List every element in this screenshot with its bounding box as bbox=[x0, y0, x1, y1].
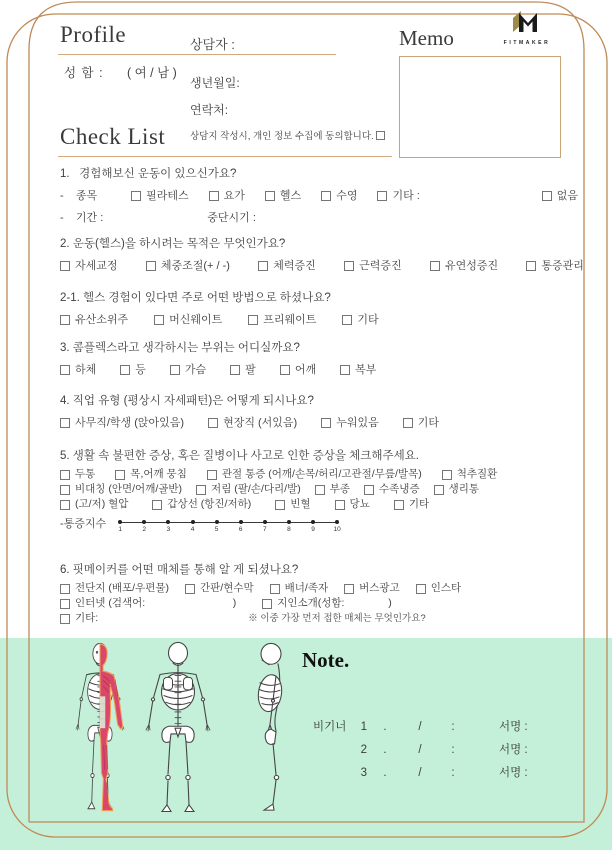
form-option bbox=[248, 309, 316, 331]
option-checkbox[interactable] bbox=[185, 584, 195, 594]
question-title: 1. 경험해보신 운동이 있으신가요? bbox=[60, 168, 237, 180]
option-label: 목,어깨 뭉침 bbox=[130, 468, 187, 480]
pain-scale-point[interactable] bbox=[263, 520, 267, 524]
profile-title: Profile bbox=[60, 22, 127, 47]
signature-date-slash: / bbox=[418, 744, 422, 756]
option-checkbox[interactable] bbox=[416, 584, 426, 594]
fitmaker-m-icon bbox=[507, 8, 547, 34]
option-checkbox[interactable] bbox=[196, 485, 206, 495]
question-title: 2. 운동(헬스)을 하시려는 목적은 무엇인가요? bbox=[60, 238, 286, 250]
option-checkbox[interactable] bbox=[131, 191, 141, 201]
anatomy-side-figure bbox=[252, 642, 296, 822]
option-label: 저림 (팔/손/다리/발) bbox=[211, 483, 301, 495]
option-label: 유산소위주 bbox=[75, 314, 129, 326]
privacy-consent-text: 상담지 작성시, 개인 정보 수집에 동의합니다. bbox=[190, 128, 385, 142]
form-option bbox=[265, 185, 301, 207]
question-2 bbox=[60, 287, 584, 331]
option-label: 중단시기 : bbox=[207, 212, 256, 224]
question-title: 4. 직업 유형 (평상시 자세패턴)은 어떻게 되시나요? bbox=[60, 395, 314, 407]
option-checkbox[interactable] bbox=[434, 485, 444, 495]
form-option bbox=[185, 581, 254, 596]
form-option bbox=[152, 497, 251, 512]
option-label: 근력증진 bbox=[359, 260, 402, 272]
form-option bbox=[60, 611, 98, 626]
option-label: 자세교정 bbox=[75, 260, 118, 272]
option-checkbox[interactable] bbox=[258, 261, 268, 271]
option-checkbox[interactable] bbox=[120, 365, 130, 375]
form-option bbox=[321, 185, 357, 207]
form-option bbox=[262, 596, 392, 611]
option-row bbox=[60, 467, 584, 482]
pain-scale bbox=[60, 515, 584, 551]
form-option bbox=[344, 255, 402, 277]
gender-options-label: ( 여 / 남 ) bbox=[127, 66, 177, 80]
signature-date-dot: . bbox=[383, 744, 387, 756]
pain-scale-point[interactable] bbox=[191, 520, 195, 524]
form-option bbox=[60, 467, 95, 482]
pain-scale-tick-label: 5 bbox=[214, 526, 219, 533]
option-row bbox=[60, 185, 584, 207]
option-checkbox[interactable] bbox=[526, 261, 536, 271]
option-checkbox[interactable] bbox=[321, 418, 331, 428]
option-checkbox[interactable] bbox=[364, 485, 374, 495]
option-checkbox[interactable] bbox=[340, 365, 350, 375]
form-option bbox=[60, 359, 96, 381]
pain-scale-point[interactable] bbox=[335, 520, 339, 524]
form-option bbox=[342, 309, 378, 331]
option-checkbox[interactable] bbox=[275, 500, 285, 510]
option-label: 기타: bbox=[75, 612, 99, 624]
profile-underline bbox=[58, 54, 336, 55]
form-option bbox=[275, 497, 310, 512]
option-checkbox[interactable] bbox=[60, 485, 70, 495]
question-4 bbox=[60, 390, 584, 434]
signature-row-number: 2 bbox=[360, 744, 367, 756]
option-checkbox[interactable] bbox=[208, 418, 218, 428]
option-label: 체력증진 bbox=[273, 260, 316, 272]
option-row bbox=[60, 482, 584, 497]
option-label: 누워있음 bbox=[336, 417, 379, 429]
option-label: 관절 통증 (어깨/손목/허리/고관절/무릎/발목) bbox=[221, 468, 422, 480]
option-label: 비대칭 (안면/어깨/골반) bbox=[75, 483, 183, 495]
pain-scale-point[interactable] bbox=[118, 520, 122, 524]
signature-row-number: 1 bbox=[360, 721, 367, 733]
option-checkbox[interactable] bbox=[342, 315, 352, 325]
signature-row-prefix bbox=[313, 739, 353, 762]
option-checkbox[interactable] bbox=[265, 191, 275, 201]
option-label: 기타 : bbox=[392, 190, 420, 202]
signature-time-colon: : bbox=[451, 744, 455, 756]
option-checkbox[interactable] bbox=[115, 470, 125, 480]
form-option bbox=[60, 581, 169, 596]
signature-label: 서명 : bbox=[499, 721, 528, 733]
form-option bbox=[131, 185, 189, 207]
pain-scale-point[interactable] bbox=[142, 520, 146, 524]
option-checkbox[interactable] bbox=[60, 614, 70, 624]
option-row bbox=[60, 207, 584, 229]
option-checkbox[interactable] bbox=[60, 365, 70, 375]
option-label: 통증관리 bbox=[541, 260, 584, 272]
option-checkbox[interactable] bbox=[60, 584, 70, 594]
signature-row bbox=[313, 716, 528, 739]
option-label: 배너/족자 bbox=[284, 582, 329, 594]
option-label: 현장직 (서있음) bbox=[223, 417, 298, 429]
memo-title: Memo bbox=[399, 26, 454, 50]
option-label: 당뇨 bbox=[349, 498, 370, 510]
option-checkbox[interactable] bbox=[280, 365, 290, 375]
form-option bbox=[60, 412, 184, 434]
option-row bbox=[60, 309, 584, 331]
option-label: 인터넷 (검색어: ) bbox=[75, 597, 237, 609]
pain-scale-tick-label: 8 bbox=[287, 526, 291, 533]
form-option bbox=[430, 255, 498, 277]
option-label: 요가 bbox=[223, 190, 245, 202]
option-label: 두통 bbox=[75, 468, 96, 480]
option-label: 등 bbox=[135, 364, 146, 376]
pain-scale-label: -통증지수 bbox=[60, 518, 107, 530]
form-option bbox=[207, 467, 422, 482]
row-prefix-label: - 기간 : bbox=[60, 212, 104, 224]
form-option bbox=[280, 359, 316, 381]
option-label: 하체 bbox=[75, 364, 97, 376]
form-option bbox=[403, 412, 439, 434]
signature-time-colon: : bbox=[451, 767, 455, 779]
option-checkbox[interactable] bbox=[270, 584, 280, 594]
option-checkbox[interactable] bbox=[335, 500, 345, 510]
option-row bbox=[60, 412, 584, 434]
option-checkbox[interactable] bbox=[146, 261, 156, 271]
option-checkbox[interactable] bbox=[262, 599, 272, 609]
contact-field-label: 연락처: bbox=[190, 103, 229, 117]
option-row bbox=[60, 497, 584, 512]
signature-row bbox=[313, 739, 528, 762]
signature-row-number: 3 bbox=[360, 767, 367, 779]
question-0 bbox=[60, 163, 584, 229]
option-checkbox[interactable] bbox=[170, 365, 180, 375]
option-checkbox[interactable] bbox=[60, 599, 70, 609]
consent-checkbox[interactable] bbox=[376, 131, 385, 140]
signature-date-dot: . bbox=[383, 767, 387, 779]
option-label: 유연성증진 bbox=[444, 260, 499, 272]
fitmaker-logo-text: FITMAKER bbox=[503, 40, 551, 46]
option-checkbox[interactable] bbox=[60, 261, 70, 271]
question-title: 6. 핏메이커를 어떤 매체를 통해 알 게 되셨나요? bbox=[60, 564, 299, 576]
form-option bbox=[170, 359, 206, 381]
option-label: 기타 bbox=[357, 314, 379, 326]
option-label: 사무직/학생 (앉아있음) bbox=[75, 417, 185, 429]
form-option bbox=[364, 482, 420, 497]
option-label: 부종 bbox=[329, 483, 351, 495]
form-option bbox=[442, 467, 498, 482]
option-label: (고/저) 혈압 bbox=[75, 498, 129, 510]
form-option bbox=[416, 581, 461, 596]
option-checkbox[interactable] bbox=[315, 485, 325, 495]
pain-scale-point[interactable] bbox=[239, 520, 243, 524]
signature-table bbox=[313, 716, 528, 785]
pain-scale-tick-label: 1 bbox=[118, 526, 122, 533]
option-label: 헬스 bbox=[279, 190, 302, 202]
option-label: 생리통 bbox=[448, 483, 480, 495]
pain-scale-tick-label: 3 bbox=[166, 526, 171, 533]
option-checkbox[interactable] bbox=[321, 191, 331, 201]
form-option bbox=[230, 359, 256, 381]
name-field-label: 성 함 : bbox=[64, 66, 104, 80]
option-label: 척추질환 bbox=[456, 468, 498, 480]
form-option bbox=[209, 185, 245, 207]
option-label: 프리웨이트 bbox=[263, 314, 317, 326]
question-title: 5. 생활 속 불편한 증상, 혹은 질병이나 사고로 인한 증상을 체크해주세요. bbox=[60, 450, 419, 462]
form-option bbox=[321, 412, 379, 434]
option-label: 인스타 bbox=[430, 582, 462, 594]
form-option bbox=[60, 255, 118, 277]
signature-date-slash: / bbox=[418, 721, 422, 733]
checklist-title: Check List bbox=[60, 124, 166, 149]
signature-date-slash: / bbox=[418, 767, 422, 779]
option-checkbox[interactable] bbox=[344, 261, 354, 271]
option-label: 갑상선 (항진/저하) bbox=[167, 498, 252, 510]
option-row bbox=[60, 581, 584, 596]
option-checkbox[interactable] bbox=[152, 500, 162, 510]
signature-label: 서명 : bbox=[499, 767, 528, 779]
counselor-field-label: 상담자 : bbox=[190, 37, 235, 52]
form-option bbox=[258, 255, 316, 277]
signature-label: 서명 : bbox=[499, 744, 528, 756]
option-label: 기타 bbox=[408, 498, 430, 510]
option-checkbox[interactable] bbox=[60, 315, 70, 325]
signature-time-colon: : bbox=[451, 721, 455, 733]
pain-scale-point[interactable] bbox=[287, 520, 291, 524]
option-label: 가슴 bbox=[184, 364, 207, 376]
option-row bbox=[60, 611, 584, 626]
question-title: 2-1. 헬스 경험이 있다면 주로 어떤 방법으로 하셨나요? bbox=[60, 292, 331, 304]
pain-scale-tick-label: 6 bbox=[238, 526, 243, 533]
option-label: 빈혈 bbox=[290, 498, 311, 510]
option-checkbox[interactable] bbox=[542, 191, 552, 201]
form-option bbox=[60, 309, 128, 331]
option-checkbox[interactable] bbox=[403, 418, 413, 428]
option-checkbox[interactable] bbox=[60, 418, 70, 428]
option-label: 팔 bbox=[245, 364, 256, 376]
pain-scale-tick-label: 7 bbox=[263, 526, 267, 533]
form-option bbox=[60, 482, 182, 497]
option-checkbox[interactable] bbox=[60, 470, 70, 480]
question-1 bbox=[60, 233, 584, 277]
option-checkbox[interactable] bbox=[394, 500, 404, 510]
option-label: 기타 bbox=[417, 417, 439, 429]
option-label: 복부 bbox=[355, 364, 377, 376]
option-checkbox[interactable] bbox=[344, 584, 354, 594]
option-checkbox[interactable] bbox=[430, 261, 440, 271]
note-title: Note. bbox=[302, 648, 350, 672]
form-option bbox=[434, 482, 479, 497]
option-label: 없음 bbox=[556, 190, 578, 202]
option-checkbox[interactable] bbox=[230, 365, 240, 375]
option-label: 전단지 (배포/우편물) bbox=[75, 582, 169, 594]
pain-scale-tick-label: 2 bbox=[142, 526, 147, 533]
form-option bbox=[340, 359, 376, 381]
option-label: 필라테스 bbox=[146, 190, 189, 202]
pain-scale-tick-label: 9 bbox=[311, 526, 315, 533]
option-row bbox=[60, 255, 584, 277]
form-option bbox=[542, 185, 578, 207]
option-checkbox[interactable] bbox=[248, 315, 258, 325]
option-row bbox=[60, 596, 584, 611]
row-prefix-label: - 종목 bbox=[60, 190, 98, 202]
signature-row-prefix bbox=[313, 762, 353, 785]
option-label: 버스광고 bbox=[359, 582, 400, 594]
option-checkbox[interactable] bbox=[60, 500, 70, 510]
option-checkbox[interactable] bbox=[209, 191, 219, 201]
option-label: 수족냉증 bbox=[379, 483, 420, 495]
question-5 bbox=[60, 445, 584, 512]
option-checkbox[interactable] bbox=[207, 470, 217, 480]
question-title: 3. 콤플렉스라고 생각하시는 부위는 어디실까요? bbox=[60, 342, 300, 354]
pain-scale-track[interactable] bbox=[118, 522, 341, 545]
form-option bbox=[146, 255, 230, 277]
form-option bbox=[115, 467, 187, 482]
pain-scale-tick-label: 4 bbox=[190, 526, 195, 533]
fitmaker-logo bbox=[494, 8, 560, 46]
option-label: 머신웨이트 bbox=[169, 314, 223, 326]
option-checkbox[interactable] bbox=[154, 315, 164, 325]
option-label: 지인소개(성함: ) bbox=[277, 597, 392, 609]
option-checkbox[interactable] bbox=[377, 191, 387, 201]
form-option bbox=[207, 207, 256, 229]
form-option bbox=[270, 581, 329, 596]
form-option bbox=[196, 482, 301, 497]
form-option bbox=[315, 482, 350, 497]
question-3 bbox=[60, 337, 584, 381]
option-checkbox[interactable] bbox=[442, 470, 452, 480]
birthdate-field-label: 생년월일: bbox=[190, 76, 240, 90]
anatomy-back-figure bbox=[138, 641, 218, 823]
checklist-underline bbox=[58, 156, 392, 157]
pain-scale-tick-label: 10 bbox=[333, 526, 341, 533]
option-row bbox=[60, 359, 584, 381]
question-7 bbox=[60, 559, 584, 626]
form-option bbox=[526, 255, 584, 277]
form-option bbox=[344, 581, 400, 596]
checklist-questions bbox=[60, 163, 584, 626]
memo-box[interactable] bbox=[399, 56, 561, 158]
form-option bbox=[120, 359, 146, 381]
pain-scale-point[interactable] bbox=[166, 520, 170, 524]
form-option bbox=[394, 497, 429, 512]
signature-date-dot: . bbox=[383, 721, 387, 733]
pain-scale-point[interactable] bbox=[215, 520, 219, 524]
form-option bbox=[208, 412, 297, 434]
anatomy-front-figure bbox=[70, 642, 130, 820]
first-contact-media-note: ※ 이중 가장 먼저 접한 매체는 무엇인가요? bbox=[248, 613, 426, 624]
form-option bbox=[60, 497, 128, 512]
option-label: 간판/현수막 bbox=[199, 582, 254, 594]
form-option bbox=[60, 596, 236, 611]
form-option bbox=[154, 309, 222, 331]
pain-scale-point[interactable] bbox=[311, 520, 315, 524]
option-label: 수영 bbox=[336, 190, 358, 202]
option-label: 체중조절(+ / -) bbox=[160, 260, 230, 272]
signature-row bbox=[313, 762, 528, 785]
option-label: 어깨 bbox=[294, 364, 317, 376]
form-option bbox=[335, 497, 370, 512]
form-option bbox=[377, 185, 419, 207]
signature-row-prefix: 비기너 bbox=[313, 721, 347, 733]
